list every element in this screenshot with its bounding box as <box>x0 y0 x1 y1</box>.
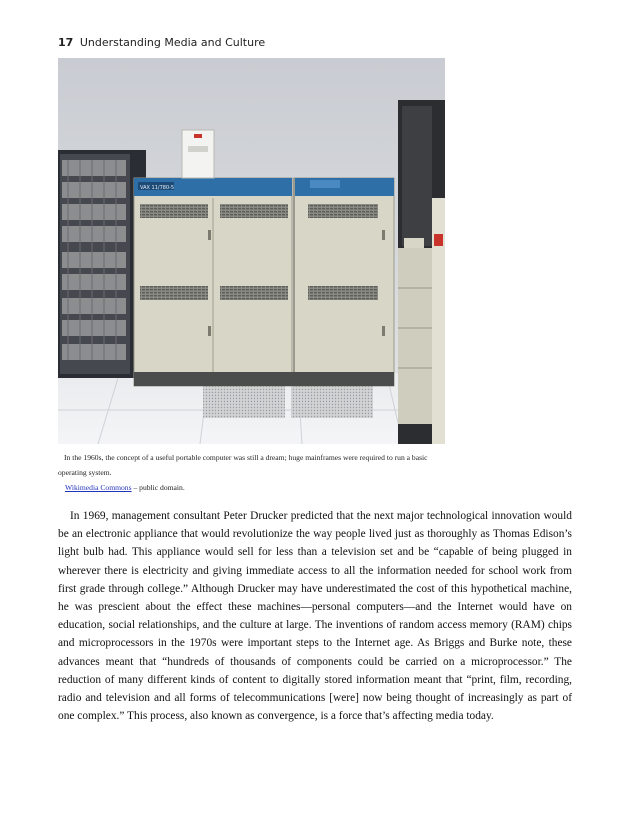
body-paragraph: In 1969, management consultant Peter Drucker predicted that the next major technological innovation would be an electronic appliance that would revolutionize the way people lived just as thoroughly as Thomas Edison’s light bulb had. This appliance would sell for less than a television set and be “capable of being plugged in wherever there is electricity and giving immediate access to all the information needed for school work from first grade through college.” Although Drucker may have underestimated the cost of this hypothetical machine, he was prescient about the effect these machines—personal computers—and the Internet would have on education, social relationships, and the culture at large. The inventions of random access memory (RAM) chips and microprocessors in the 1970s were important steps to the Internet age. As Briggs and Burke note, these advances meant that “hundreds of thousands of components could be carried on a microprocessor.” The reduction of many different kinds of content to digitally stored information meant that “print, film, recording, radio and television and all forms of telecommunications [were] now being thought of increasingly as part of one complex.” This process, also known as convergence, is a force that’s affecting media today. <box>58 510 572 723</box>
page-number: 17 <box>58 36 74 49</box>
right-rack <box>398 100 445 444</box>
figure-caption: In the 1960s, the concept of a useful portable computer was still a dream; huge mainframes were required to run a basic operating system. <box>58 453 428 477</box>
running-header <box>58 36 265 49</box>
left-rack <box>58 150 146 378</box>
figure-credit <box>65 483 185 492</box>
cabinet-label: VAX 11/780-5 <box>140 185 175 191</box>
credit-license: – public domain. <box>131 483 185 492</box>
wikimedia-commons-link[interactable]: Wikimedia Commons <box>65 483 132 492</box>
book-title: Understanding Media and Culture <box>79 36 266 49</box>
mainframe-photo <box>58 58 445 444</box>
